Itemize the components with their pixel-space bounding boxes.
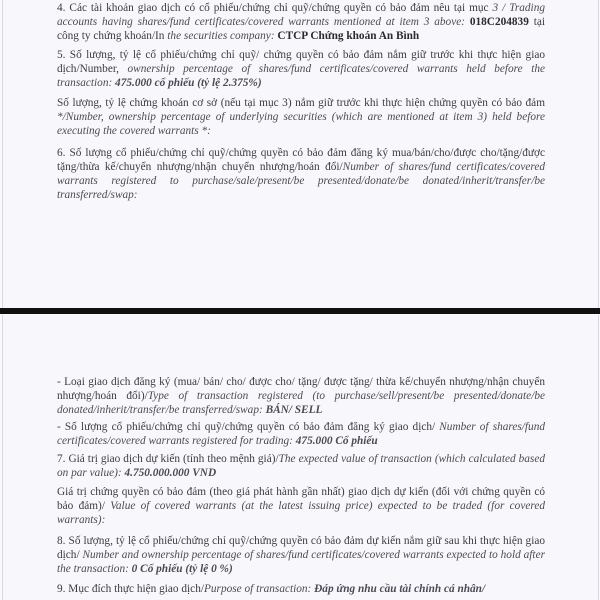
type-en: Type of transaction registered (to purchase/sell/present/be presented/donate/be donated/inherit/transfer/be transferred/swap: (57, 390, 545, 416)
item-4-trading-accounts (57, 1, 545, 43)
company-name: CTCP Chứng khoán An Bình (277, 30, 420, 42)
item-7b-en: Value of covered warrants (at the latest issuing price) expected to be traded (for covered warrants): (57, 500, 545, 526)
quantity-vi: - Số lượng cổ phiếu/chứng chỉ quỹ/chứng quyền có bảo đảm đăng ký giao dịch/ (57, 421, 440, 433)
at-company-en: the securities company: (167, 30, 275, 42)
page-divider (0, 308, 600, 314)
item-6-en: Number of shares/fund certificates/covered warrants registered to purchase/sale/present/be presented/donate/be donated/inherit/transfer/be transferred/swap: (57, 161, 545, 201)
registered-quantity (57, 420, 545, 448)
quantity-value: 475.000 Cổ phiếu (292, 435, 378, 447)
item-5-value: 475.000 cổ phiếu (tỷ lệ 2.375%) (112, 77, 262, 89)
item-8-en: Number and ownership percentage of shares/fund certificates/covered warrants expected to hold after the transaction: (57, 549, 545, 575)
item-6-registered (57, 146, 545, 202)
item-6-vi: 6. Số lượng cổ phiếu/chứng chỉ quỹ/chứng quyền có bảo đảm đăng ký mua/bán/cho/được cho/tặng/được tặng/thừa kế/chuyển nhượng/nhận chuyển nhượng/hoán đổi/ (57, 147, 545, 173)
type-value: BÁN/ SELL (262, 404, 323, 416)
item-7b-vi: Giá trị chứng quyền có bảo đảm (theo giá phát hành gần nhất) giao dịch dự kiến (đối với chứng quyền có bảo đảm)/ (57, 486, 545, 512)
transaction-type (57, 375, 545, 417)
type-vi: - Loại giao dịch đăng ký (mua/ bán/ cho/ được cho/ tặng/ được tặng/ thừa kế/chuyển nhượng/nhận chuyển nhượng/hoán đổi)/ (57, 376, 545, 402)
item-5b-vi: Số lượng, tỷ lệ chứng khoán cơ sở (nếu tại mục 3) nắm giữ trước khi thực hiện chứng quyền có bảo đảm (57, 97, 545, 109)
item-9-value: Đáp ứng nhu cầu tài chính cá nhân/ (311, 583, 486, 595)
item-5-en: ownership percentage of shares/fund certificates/covered warrants held before the transaction: (57, 63, 545, 89)
item-5-vi: 5. Số lượng, tỷ lệ cổ phiếu/chứng chỉ quỹ/ chứng quyền có bảo đảm nắm giữ trước khi thực hiện giao dịch/Number, (57, 49, 545, 75)
item-7-covered-warrants (57, 485, 545, 527)
item-5b-en: */Number, ownership percentage of underlying securities (which are mentioned at item 3) held before executing the covered warrants *: (57, 111, 545, 137)
at-company-label: tại công ty chứng khoán/In (57, 16, 545, 42)
item-9-vi: 9. Mục đích thực hiện giao dịch/ (57, 583, 204, 595)
account-number: 018C204839 (469, 16, 529, 28)
item-4-en: 3 / Trading accounts having shares/fund certificates/covered warrants mentioned at item 3 above: (57, 2, 545, 28)
item-8-vi: 8. Số lượng, tỷ lệ cổ phiếu/chứng chỉ quỹ/chứng quyền có bảo đảm dự kiến nắm giữ sau khi thực hiện giao dịch/ (57, 535, 545, 561)
item-9-en: Purpose of transaction: (204, 583, 312, 595)
item-5-holdings-before (57, 48, 545, 90)
item-7-en: The expected value of transaction (which calculated based on par value): (57, 453, 545, 479)
item-7-value: 4.750.000.000 VND (121, 467, 217, 479)
item-9-purpose (57, 582, 545, 596)
item-4-vi: 4. Các tài khoản giao dịch có cổ phiếu/chứng chỉ quỹ/chứng quyền có bảo đảm nêu tại mục (57, 2, 493, 14)
item-7-vi: 7. Giá trị giao dịch dự kiến (tính theo mệnh giá)/ (57, 453, 279, 465)
quantity-en: Number of shares/fund certificates/covered warrants registered for trading: (57, 421, 545, 447)
item-8-value: 0 Cổ phiếu (tỷ lệ 0 %) (128, 563, 233, 575)
item-7-expected-value (57, 452, 545, 480)
item-5-underlying (57, 96, 545, 138)
item-8-holdings-after (57, 534, 545, 576)
